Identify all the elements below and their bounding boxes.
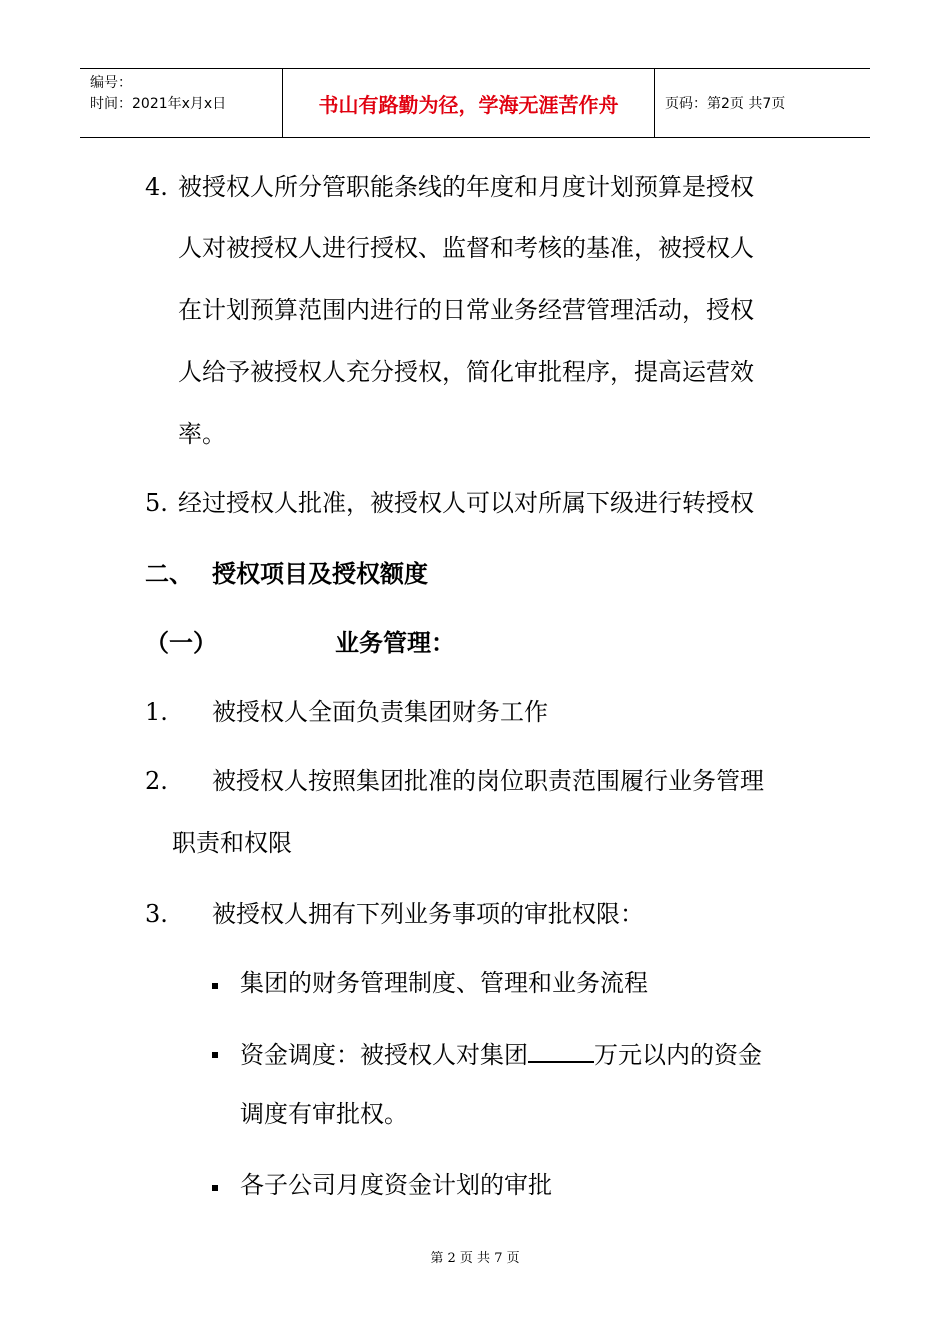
document-header <box>80 68 870 138</box>
bullet-3-text: 各子公司月度资金计划的审批 <box>240 1171 552 1199</box>
bullet-2-line-2: 调度有审批权。 <box>240 1100 408 1128</box>
list-item-2-number: 2. <box>145 767 168 795</box>
header-meta <box>80 69 282 137</box>
list-item-3-number: 3. <box>145 900 168 928</box>
bullet-2-line-1 <box>240 1037 762 1070</box>
time-label: 时间：2021年x月x日 <box>90 96 227 112</box>
page-footer: 第 2 页 共 7 页 <box>430 1251 520 1266</box>
bullet-marker-3 <box>212 1185 218 1191</box>
item-5-number: 5. <box>145 489 168 517</box>
item-4-line-2: 人对被授权人进行授权、监督和考核的基准，被授权人 <box>178 234 754 262</box>
item-4-line-4: 人给予被授权人充分授权，简化审批程序，提高运营效 <box>178 358 754 386</box>
list-item-3-text: 被授权人拥有下列业务事项的审批权限： <box>212 900 644 928</box>
header-motto: 书山有路勤为径，学海无涯苦作舟 <box>282 69 655 137</box>
amount-blank <box>528 1037 594 1063</box>
list-item-1-text: 被授权人全面负责集团财务工作 <box>212 698 548 726</box>
subsection-1-number: （一） <box>145 628 217 657</box>
item-4-number: 4. <box>145 173 168 201</box>
list-item-1-number: 1. <box>145 698 168 726</box>
item-5-text: 经过授权人批准，被授权人可以对所属下级进行转授权 <box>178 489 754 517</box>
item-4-line-3: 在计划预算范围内进行的日常业务经营管理活动，授权 <box>178 296 754 324</box>
section-2-title: 授权项目及授权额度 <box>212 559 428 588</box>
bullet-1-text: 集团的财务管理制度、管理和业务流程 <box>240 969 648 997</box>
bullet-marker-2 <box>212 1052 218 1058</box>
list-item-2-line-1: 被授权人按照集团批准的岗位职责范围履行业务管理 <box>212 767 764 795</box>
section-2-number: 二、 <box>145 559 193 588</box>
bullet-2-text-after: 万元以内的资金 <box>594 1041 762 1069</box>
list-item-2-line-2: 职责和权限 <box>172 829 292 857</box>
item-4-line-1: 被授权人所分管职能条线的年度和月度计划预算是授权 <box>178 173 754 201</box>
item-4-line-5: 率。 <box>178 420 226 448</box>
bullet-marker-1 <box>212 983 218 989</box>
number-label: 编号： <box>90 75 132 91</box>
header-page-info: 页码：第2页 共7页 <box>665 96 786 112</box>
subsection-1-title: 业务管理： <box>335 628 455 657</box>
bullet-2-text-before: 资金调度：被授权人对集团 <box>240 1041 528 1069</box>
